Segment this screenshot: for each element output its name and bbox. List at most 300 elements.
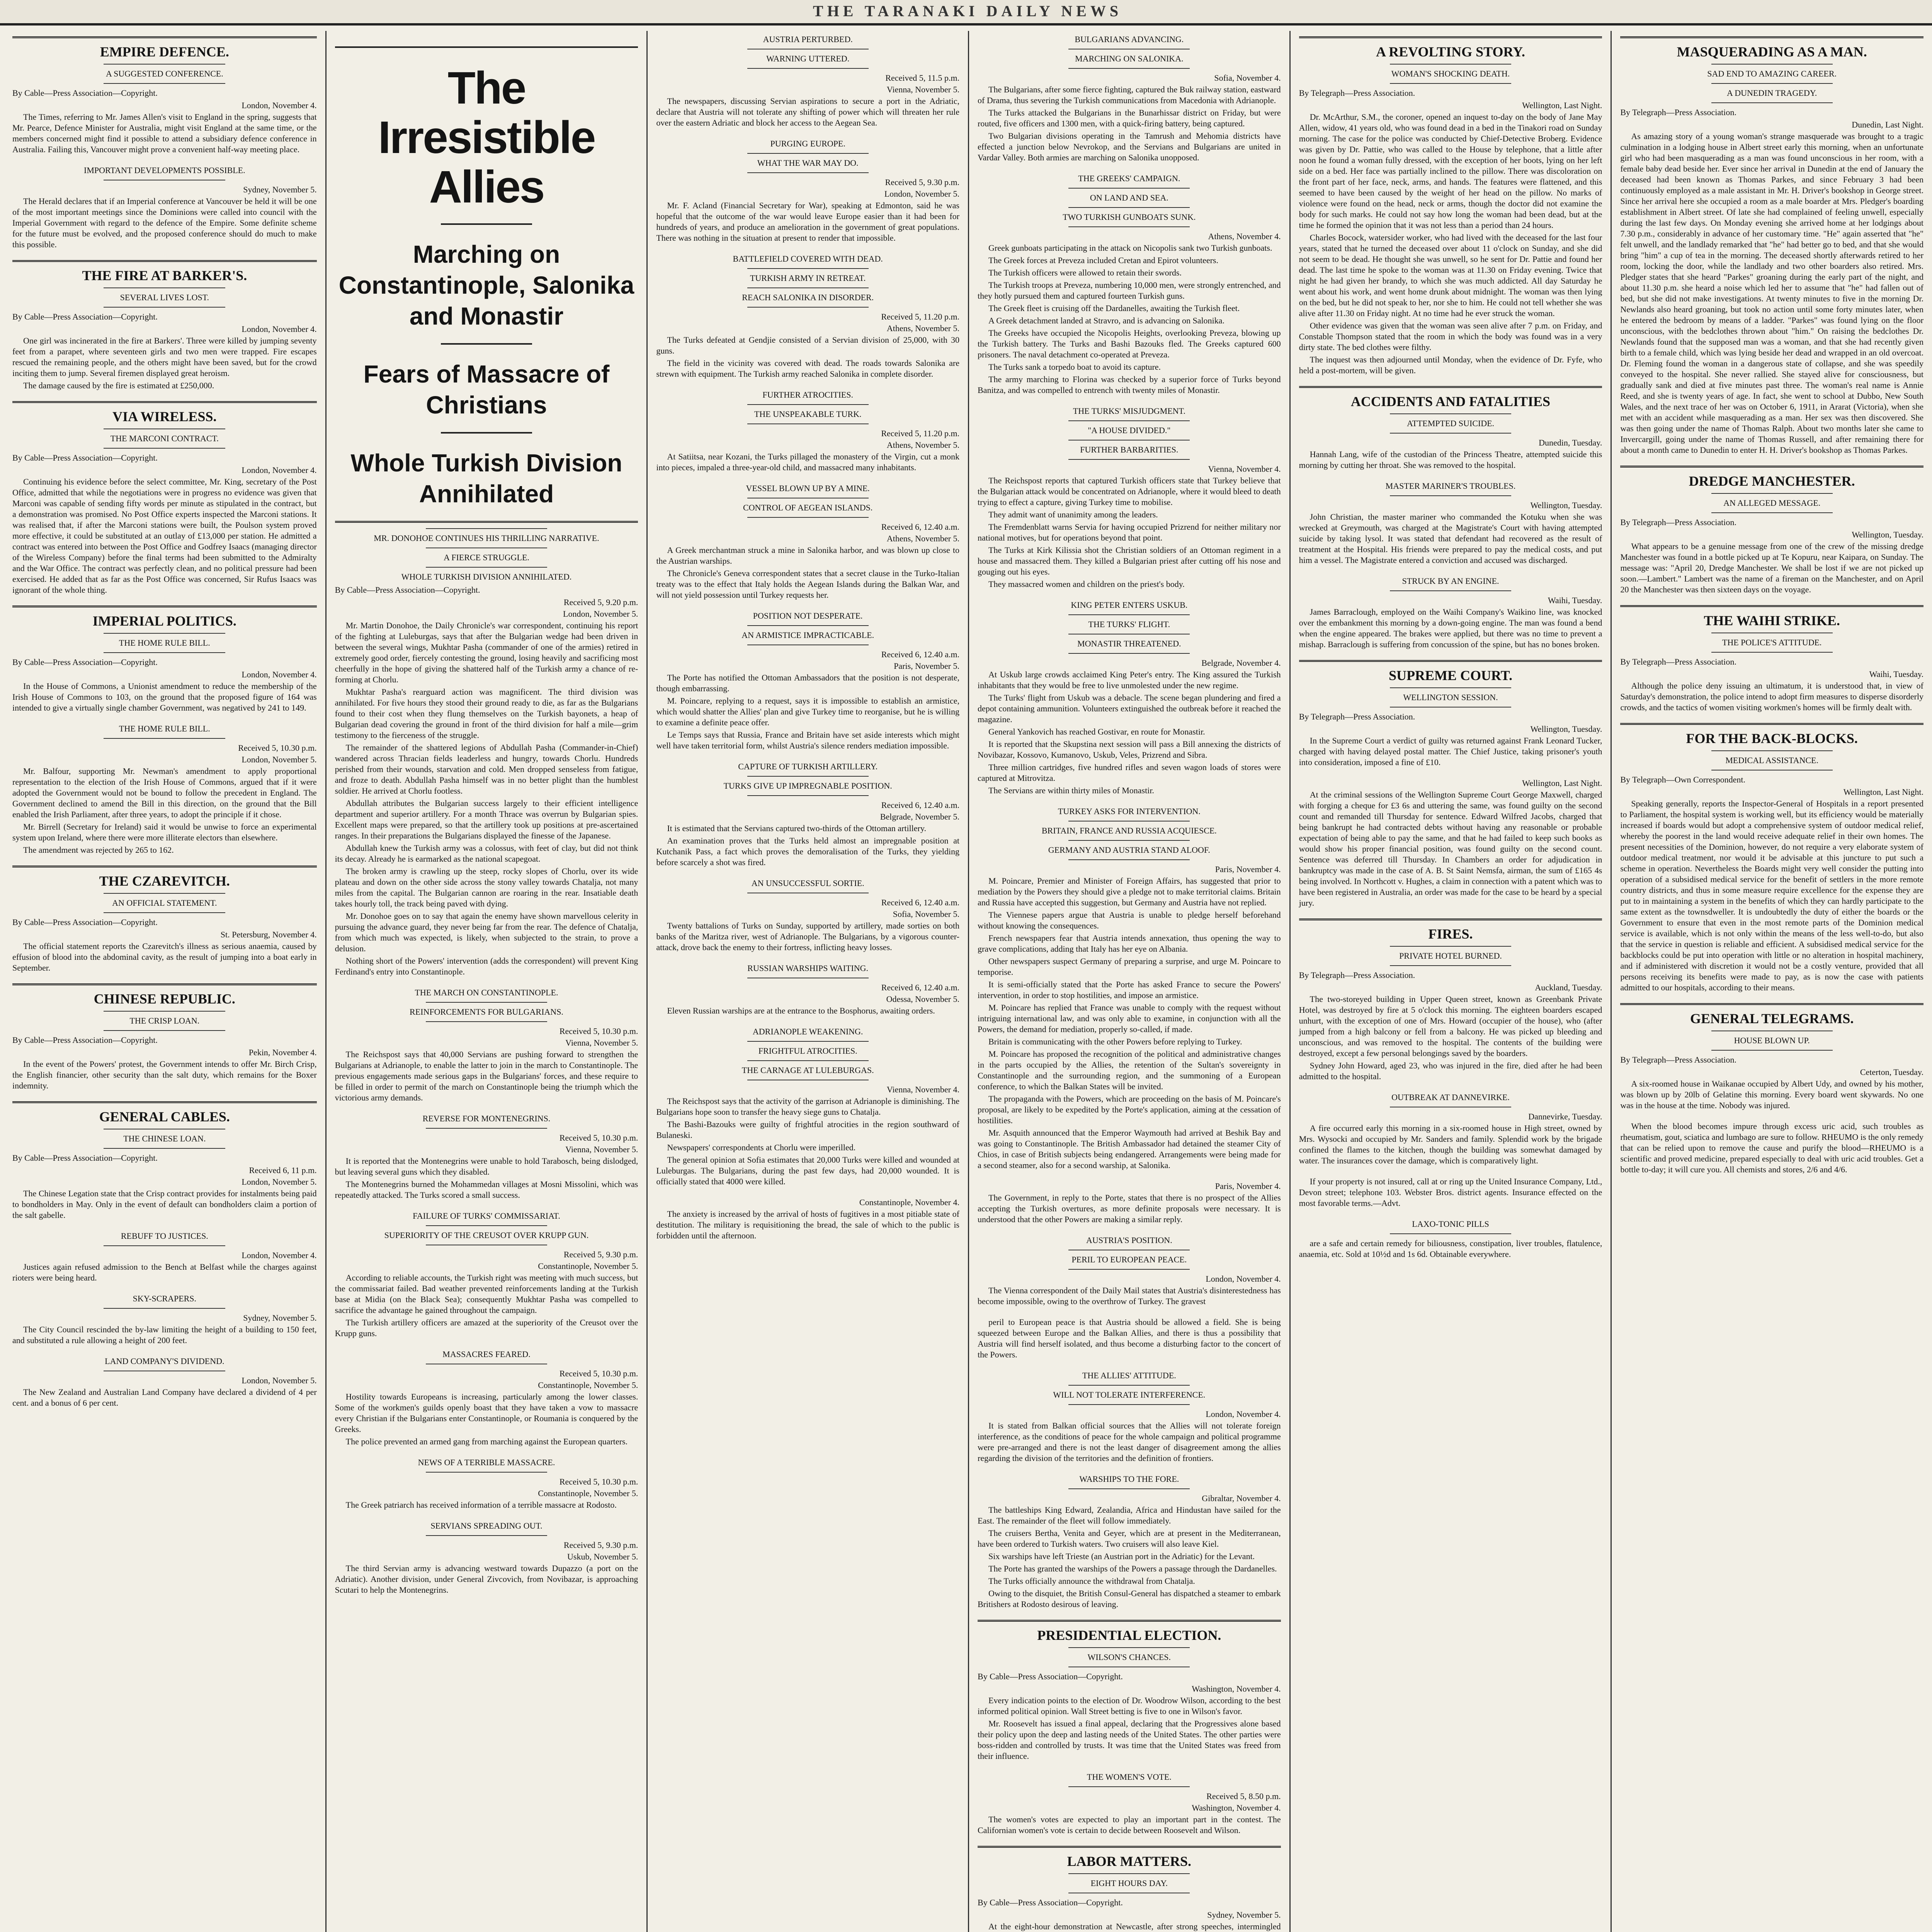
divider bbox=[747, 795, 869, 796]
divider bbox=[1068, 1786, 1190, 1787]
newspaper-page bbox=[4, 31, 1932, 1932]
story-paragraph: The Viennese papers argue that Austria is unable to pledge herself beforehand without knowing the consequences. bbox=[978, 910, 1281, 930]
story-subheading: THE CHINESE LOAN. bbox=[123, 1134, 206, 1143]
divider bbox=[104, 64, 225, 65]
news-story bbox=[1620, 723, 1923, 993]
byline: By Cable—Press Association—Copyright. bbox=[12, 917, 158, 927]
news-story bbox=[12, 866, 317, 973]
story-subheading: THE ALLIES' ATTITUDE. bbox=[1082, 1371, 1176, 1380]
story-subheading: REVERSE FOR MONTENEGRINS. bbox=[422, 1114, 551, 1123]
dateline: Athens, November 5. bbox=[886, 534, 959, 543]
story-subheading: THE MARCH ON CONSTANTINOPLE. bbox=[415, 988, 558, 997]
received-time: Received 6, 12.40 a.m. bbox=[881, 800, 959, 810]
story-subheading: THE HOME RULE BILL. bbox=[119, 724, 210, 733]
story-paragraph: They massacred women and children on the priest's body. bbox=[988, 579, 1185, 589]
divider bbox=[747, 423, 869, 424]
divider bbox=[1390, 495, 1511, 496]
story-paragraph: The amendment was rejected by 265 to 162. bbox=[23, 845, 174, 855]
received-time: Received 5, 9.30 p.m. bbox=[885, 177, 959, 187]
story-heading: THE CZAREVITCH. bbox=[99, 873, 230, 889]
divider bbox=[747, 68, 869, 69]
story-heading: GENERAL TELEGRAMS. bbox=[1690, 1011, 1854, 1026]
story-subheading: ON LAND AND SEA. bbox=[1090, 193, 1168, 202]
news-story bbox=[1620, 1121, 1923, 1175]
story-paragraph: are a safe and certain remedy for biliousness, constipation, liver troubles, flatulence, anaemia, etc. Sold at 10½d and 1s 6d. Obtainable everywhere. bbox=[1299, 1238, 1602, 1259]
dateline: Sofia, November 4. bbox=[1214, 73, 1281, 83]
news-story bbox=[12, 1231, 317, 1283]
dateline: Constantinople, November 5. bbox=[538, 1261, 638, 1271]
divider bbox=[1711, 493, 1833, 494]
story-heading: VIA WIRELESS. bbox=[112, 409, 217, 424]
story-subheading: SUPERIORITY OF THE CREUSOT OVER KRUPP GUN. bbox=[384, 1230, 589, 1240]
story-subheading: STRUCK BY AN ENGINE. bbox=[1402, 576, 1499, 586]
story-subheading: PERIL TO EUROPEAN PEACE. bbox=[1071, 1255, 1187, 1264]
story-paragraph: It is semi-officially stated that the Porte has asked France to secure the Powers' intervention, in order to stop hostilities, and impose an armistice. bbox=[978, 980, 1281, 1000]
news-story bbox=[656, 611, 959, 751]
story-subheading: OUTBREAK AT DANNEVIRKE. bbox=[1391, 1092, 1510, 1102]
byline: By Cable—Press Association—Copyright. bbox=[978, 1672, 1123, 1681]
story-paragraph: At the eight-hour demonstration at Newcastle, after strong speeches, intermingled bbox=[988, 1922, 1281, 1931]
news-story bbox=[12, 260, 317, 391]
story-heading: FOR THE BACK-BLOCKS. bbox=[1686, 731, 1858, 746]
story-subheading: POSITION NOT DESPERATE. bbox=[753, 611, 863, 621]
byline: By Telegraph—Press Association. bbox=[1299, 88, 1415, 98]
story-subheading: THE CARNAGE AT LULEBURGAS. bbox=[742, 1065, 874, 1075]
divider bbox=[747, 404, 869, 405]
divider bbox=[426, 1225, 547, 1226]
story-paragraph: It is reported that the Montenegrins were unable to hold Tarabosch, being dislodged, but leaving several guns which they disabled. bbox=[335, 1156, 638, 1177]
story-paragraph: They admit want of unanimity among the leaders. bbox=[988, 510, 1158, 519]
divider bbox=[104, 1245, 225, 1246]
story-subheading: GERMANY AND AUSTRIA STAND ALOOF. bbox=[1048, 845, 1210, 855]
news-story bbox=[12, 1356, 317, 1408]
news-story bbox=[1299, 481, 1602, 566]
story-paragraph: Twenty battalions of Turks on Sunday, supported by artillery, made sorties on both banks of the Maritza river, west of Adrianople. The Bulgarians, by a vigorous counter-attack, drove back the enemy to their fortress, inflicting heavy losses. bbox=[656, 921, 959, 952]
section-rule bbox=[12, 401, 317, 403]
story-paragraph: When the blood becomes impure through excess uric acid, such troubles as rheumatism, gout, sciatica and lumbago are sure to follow. RHEUMO is the only remedy that can be relied upon to remove the cause and purify the blood—RHEUMO is a scientific and proved medicine, prepared especially to deal with uric acid troubles. Get a bottle to-day; it will cure you. All chemists and stores, 2/6 and 4/6. bbox=[1620, 1121, 1923, 1174]
story-paragraph: The Turkish troops at Preveza, numbering 10,000 men, were strongly entrenched, and they hotly pursued them and captured fourteen Turkish guns. bbox=[978, 280, 1281, 301]
divider bbox=[104, 307, 225, 308]
story-heading: MASQUERADING AS A MAN. bbox=[1677, 44, 1867, 60]
story-paragraph: A six-roomed house in Waikanae occupied by Albert Udy, and owned by his mother, was blown up by 20lb of Gelatine this morning. Every board went skywards. No one was in the house at the time. Nobody was injured. bbox=[1620, 1079, 1923, 1110]
dateline: London, November 4. bbox=[242, 100, 317, 110]
story-heading: EMPIRE DEFENCE. bbox=[100, 44, 229, 60]
section-rule bbox=[1299, 660, 1602, 662]
news-story bbox=[656, 253, 959, 379]
story-paragraph: Britain is communicating with the other Powers before replying to Turkey. bbox=[988, 1037, 1242, 1046]
divider bbox=[747, 268, 869, 269]
section-rule bbox=[1620, 1003, 1923, 1005]
story-subheading: MASTER MARINER'S TROUBLES. bbox=[1385, 481, 1516, 491]
byline: By Telegraph—Press Association. bbox=[1299, 970, 1415, 980]
story-paragraph: Le Temps says that Russia, France and Britain have set aside interests which might well have taken territorial form, whilst Austria's silence renders mediation impossible. bbox=[656, 730, 959, 750]
story-heading: THE WAIHI STRIKE. bbox=[1704, 613, 1840, 628]
dateline: Odessa, November 5. bbox=[886, 994, 959, 1004]
news-story bbox=[978, 1846, 1281, 1932]
story-paragraph: The Herald declares that if an Imperial conference at Vancouver be held it will be one of the most important meetings since the Dominions were called into council with the Imperial Government with regard to the defence of the Empire. Some definite scheme for the future must be evolved, and the proposed conference should do much to make this possible. bbox=[12, 196, 317, 249]
main-headline: The Irresistible Allies bbox=[378, 63, 595, 213]
section-rule bbox=[12, 36, 317, 38]
story-subheading: THE WOMEN'S VOTE. bbox=[1087, 1772, 1172, 1782]
dateline: Waihi, Tuesday. bbox=[1548, 595, 1602, 605]
story-paragraph: The Times, referring to Mr. James Allen's visit to England in the spring, suggests that Mr. Pearce, Defence Minister for Australia, might visit England at the same time, or the members concerned might find it possible to attend a subsidiary defence conference in Australia. Failing this, Vancouver might prove a convenient half-way meeting place. bbox=[12, 112, 317, 154]
dateline: Waihi, Tuesday. bbox=[1869, 669, 1923, 679]
dateline: Athens, November 5. bbox=[886, 323, 959, 333]
section-rule bbox=[1299, 386, 1602, 388]
news-story bbox=[335, 1457, 638, 1510]
story-paragraph: The Greek forces at Preveza included Cretan and Epirot volunteers. bbox=[988, 255, 1218, 265]
byline: By Cable—Press Association—Copyright. bbox=[335, 585, 480, 595]
divider bbox=[1068, 840, 1190, 841]
story-subheading: AN OFFICIAL STATEMENT. bbox=[112, 898, 217, 908]
news-story bbox=[978, 1317, 1281, 1360]
story-subheading: THE CRISP LOAN. bbox=[129, 1016, 200, 1026]
divider bbox=[104, 1308, 225, 1309]
dateline: Sofia, November 5. bbox=[893, 909, 959, 919]
divider bbox=[1068, 459, 1190, 460]
story-paragraph: The anxiety is increased by the arrival of hosts of fugitives in a most pitiable state of destitution. The military is requisitioning the bread, the sale of which to the public is forbidden until the afternoon. bbox=[656, 1209, 959, 1240]
divider bbox=[1711, 83, 1833, 84]
divider bbox=[104, 738, 225, 739]
story-paragraph: Dr. McArthur, S.M., the coroner, opened an inquest to-day on the body of Jane May Allen, widow, 41 years old, who was found dead in a bed in the Tinakori road on Sunday morning. The case for the police was conducted by Chief-Detective Broberg. Evidence was given by Dr. Pattie, who was called to the House by telephone, that a little after noon he found a woman fully dressed, with the exception of her boots, lying on her left side on a bed. Her face was partially inclined to the pillow. There was discoloration on the front part of her face, neck, arms, and hands. The features were flattened, and this seemed to have been caused by the weight of her head on the pillow. No marks of violence were found on the head, neck or arms, though the doctor did not examine the body for such marks. He could not say how long the woman had been dead, but at the time he formed the opinion that it was not less than a period than 24 hours. bbox=[1299, 112, 1602, 230]
story-paragraph: The Bulgarians, after some fierce fighting, captured the Buk railway station, eastward of Drama, thus severing the Turkish communications from Macedonia with Adrianople. bbox=[978, 85, 1281, 105]
section-rule bbox=[12, 1101, 317, 1103]
divider bbox=[1068, 1404, 1190, 1405]
story-paragraph: The Turkish officers were allowed to retain their swords. bbox=[988, 268, 1182, 277]
dateline: Vienna, November 5. bbox=[886, 85, 959, 94]
story-paragraph: The Turks at Kirk Kilissia shot the Christian soldiers of an Ottoman regiment in a house and massacred them. They killed a Bulgarian priest after cutting off his nose and gouging out his eyes. bbox=[978, 545, 1281, 577]
column-5 bbox=[1289, 31, 1611, 1932]
story-subheading: CAPTURE OF TURKISH ARTILLERY. bbox=[738, 762, 878, 771]
news-story bbox=[1299, 660, 1602, 768]
story-subheading: CONTROL OF AEGEAN ISLANDS. bbox=[743, 503, 873, 512]
story-paragraph: French newspapers fear that Austria intends annexation, thus opening the way to grave complications, adding that Italy has her eye on Albania. bbox=[978, 933, 1281, 954]
story-paragraph: The City Council rescinded the by-law limiting the height of a building to 150 feet, and substituted a rule allowing a height of 200 feet. bbox=[12, 1325, 317, 1345]
story-paragraph: The Reichspost says that the activity of the garrison at Adrianople is diminishing. The Bulgarians hope soon to transfer the heavy siege guns to Chatalja. bbox=[656, 1096, 959, 1117]
story-subheading: WOMAN'S SHOCKING DEATH. bbox=[1391, 69, 1510, 78]
story-paragraph: The Reichspost says that 40,000 Servians are pushing forward to strengthen the Bulgarians at Adrianople, to enable the latter to join in the march to Constantinople. The previous engagements made serious gaps in the Bulgarians' forces, and these require to be filled in order to permit of the march on Constantinople being the triumph which the victorious army demands. bbox=[335, 1049, 638, 1102]
divider bbox=[747, 517, 869, 518]
story-subheading: AUSTRIA PERTURBED. bbox=[763, 34, 853, 44]
dateline: Dunedin, Last Night. bbox=[1852, 120, 1923, 129]
news-story bbox=[978, 406, 1281, 590]
story-paragraph: The New Zealand and Australian Land Company have declared a dividend of 4 per cent. and a bonus of 6 per cent. bbox=[12, 1387, 317, 1408]
story-subheading: EIGHT HOURS DAY. bbox=[1090, 1878, 1168, 1888]
news-story bbox=[335, 987, 638, 1103]
news-story bbox=[12, 1293, 317, 1346]
story-paragraph: Abdullah knew the Turkish army was a colossus, with feet of clay, but did not think its decay. Already he is earmarked as the national scapegoat. bbox=[335, 843, 638, 864]
divider bbox=[1711, 512, 1833, 513]
story-heading: LABOR MATTERS. bbox=[1067, 1854, 1192, 1869]
divider bbox=[1711, 102, 1833, 103]
dateline: Wellington, Tuesday. bbox=[1852, 530, 1923, 539]
story-subheading: KING PETER ENTERS USKUB. bbox=[1071, 600, 1188, 610]
story-subheading: MARCHING ON SALONIKA. bbox=[1075, 54, 1184, 63]
story-subheading: THE MARCONI CONTRACT. bbox=[110, 434, 219, 443]
story-paragraph: The Greek fleet is cruising off the Dardanelles, awaiting the Turkish fleet. bbox=[988, 303, 1240, 313]
story-paragraph: At Satiitsa, near Kozani, the Turks pillaged the monastery of the Virgin, cut a monk into pieces, impaled a three-year-old child, and massacred many inhabitants. bbox=[656, 452, 959, 472]
story-paragraph: Every indication points to the election of Dr. Woodrow Wilson, according to the best informed political opinion. Wall Street betting is five to one in Wilson's favor. bbox=[978, 1696, 1281, 1716]
story-paragraph: The Porte has granted the warships of the Powers a passage through the Dardanelles. bbox=[988, 1564, 1277, 1573]
dateline: Vienna, November 4. bbox=[1208, 464, 1281, 474]
story-paragraph: Other newspapers suspect Germany of preparing a surprise, and urge M. Poincare to temporise. bbox=[978, 956, 1281, 977]
story-subheading: WHAT THE WAR MAY DO. bbox=[757, 158, 859, 168]
story-paragraph: Owing to the disquiet, the British Consul-General has dispatched a steamer to embark Britishers at Rodosto desirous of leaving. bbox=[978, 1588, 1281, 1609]
story-paragraph: The Turks sank a torpedo boat to avoid its capture. bbox=[988, 362, 1161, 372]
received-time: Received 6, 12.40 a.m. bbox=[881, 898, 959, 907]
story-paragraph: Mr. Birrell (Secretary for Ireland) said it would be unwise to force an experimental system upon Ireland, where there were more illiterate electors than elsewhere. bbox=[12, 822, 317, 842]
story-subheading: PRIVATE HOTEL BURNED. bbox=[1399, 951, 1502, 961]
news-story bbox=[656, 1026, 959, 1187]
dateline: London, November 5. bbox=[563, 609, 638, 619]
news-story bbox=[1620, 36, 1923, 456]
section-rule bbox=[1620, 466, 1923, 468]
story-paragraph: The Government, in reply to the Porte, states that there is no prospect of the Allies accepting the Turkish overtures, as more definite proposals were necessary. It is understood that the other Powers are making a similar reply. bbox=[978, 1193, 1281, 1224]
story-paragraph: Mr. Donohoe goes on to say that again the enemy have shown marvellous celerity in pursuing the advance guard, they never being far from the rear. The defence of Chatalja, from which much was expected, is likely, when subjected to the strain, to prove a delusion. bbox=[335, 911, 638, 953]
story-paragraph: Six warships have left Trieste (an Austrian port in the Adriatic) for the Levant. bbox=[988, 1551, 1255, 1561]
divider bbox=[441, 432, 532, 434]
divider bbox=[426, 567, 547, 568]
story-paragraph: Greek gunboats participating in the attack on Nicopolis sank two Turkish gunboats. bbox=[988, 243, 1272, 253]
story-paragraph: The Greeks have occupied the Nicopolis Heights, overlooking Preveza, blowing up the Turkish battery. The Turks and Bashi Bazouks fled. The Greeks captured 600 prisoners. The naval detachment co-operated at Preveza. bbox=[978, 328, 1281, 359]
story-heading: DREDGE MANCHESTER. bbox=[1689, 473, 1855, 489]
divider bbox=[104, 1030, 225, 1031]
story-subheading: IMPORTANT DEVELOPMENTS POSSIBLE. bbox=[84, 165, 245, 175]
story-heading: FIRES. bbox=[1428, 926, 1473, 942]
story-paragraph: Justices again refused admission to the Bench at Belfast while the charges against rioters were being heard. bbox=[12, 1262, 317, 1282]
received-time: Received 5, 9.30 p.m. bbox=[563, 1540, 638, 1550]
divider bbox=[1068, 188, 1190, 189]
received-time: Received 5, 11.20 p.m. bbox=[881, 312, 959, 321]
story-subheading: ADRIANOPLE WEAKENING. bbox=[752, 1027, 863, 1036]
divider bbox=[1711, 652, 1833, 653]
dateline: Washington, November 4. bbox=[1192, 1684, 1281, 1694]
section-rule bbox=[12, 866, 317, 867]
section-rule bbox=[978, 1846, 1281, 1848]
story-paragraph: At Uskub large crowds acclaimed King Peter's entry. The King assured the Turkish inhabitants that they would be free to live unmolested under the new regime. bbox=[978, 670, 1281, 690]
story-subheading: ATTEMPTED SUICIDE. bbox=[1406, 418, 1495, 428]
story-paragraph: Mukhtar Pasha's rearguard action was magnificent. The third division was annihilated. For five hours they stood their ground ready to die, as far as the Bulgarians found to their cost when they flung themselves on the Turkish bayonets, a heap of Bulgarian dead covering the ground in front of the third division for half a mile—grim testimony to the fierceness of the struggle. bbox=[335, 687, 638, 740]
story-paragraph: peril to European peace is that Austria should be allowed a field. She is being squeezed between Europe and the Balkan Allies, and there is thus a possibility that Austria will find herself isolated, and thus become a disturbing factor to the concert of the Powers. bbox=[978, 1317, 1281, 1359]
story-subheading: BATTLEFIELD COVERED WITH DEAD. bbox=[733, 254, 883, 264]
received-time: Received 5, 10.30 p.m. bbox=[238, 743, 317, 753]
story-paragraph: The Bashi-Bazouks were guilty of frightful atrocities in the region southward of Bulaneski. bbox=[656, 1119, 959, 1140]
story-paragraph: The field in the vicinity was covered with dead. The roads towards Salonika are strewn with equipment. The Turkish army reached Salonika in complete disorder. bbox=[656, 358, 959, 379]
section-rule bbox=[1620, 36, 1923, 38]
divider bbox=[1711, 64, 1833, 65]
news-story bbox=[978, 1181, 1281, 1225]
divider bbox=[104, 448, 225, 449]
news-story bbox=[978, 600, 1281, 796]
headline-deck-1: Marching on Constantinople, Salonika and Monastir bbox=[338, 240, 634, 330]
story-paragraph: The third Servian army is advancing westward towards Dupazzo (a port on the Adriatic). Another division, under General Zivcovich, from Novibazar, is approaching Scutari to help the Montenegrins. bbox=[335, 1563, 638, 1595]
byline: By Cable—Press Association—Copyright. bbox=[978, 1898, 1123, 1907]
news-story bbox=[335, 1211, 638, 1339]
dateline: London, November 5. bbox=[242, 755, 317, 764]
story-paragraph: Nothing short of the Powers' intervention (adds the correspondent) will prevent King Ferdinand's entry into Constantinople. bbox=[335, 956, 638, 976]
story-heading: SUPREME COURT. bbox=[1388, 668, 1513, 683]
news-story bbox=[12, 723, 317, 855]
divider bbox=[747, 625, 869, 626]
news-story bbox=[978, 1370, 1281, 1464]
news-story bbox=[12, 1101, 317, 1221]
story-paragraph: The two-storeyed building in Upper Queen street, known as Greenbank Private Hotel, was destroyed by fire at 5 o'clock this morning. The eighteen boarders escaped unhurt, with the exception of one of Mrs. Howard (occupier of the house), who (after jumped from a high balcony or fell from a balcony. He was picked up bleeding and unconscious, and was removed to the hospital. The contents of the building were destroyed, except a few personal belongings saved by the boarders. bbox=[1299, 994, 1602, 1058]
received-time: Received 5, 8.50 p.m. bbox=[1206, 1791, 1281, 1801]
divider bbox=[1711, 750, 1833, 751]
received-time: Received 6, 12.40 a.m. bbox=[881, 650, 959, 659]
story-subheading: AN UNSUCCESSFUL SORTIE. bbox=[751, 878, 864, 888]
dateline: London, November 4. bbox=[242, 670, 317, 679]
divider bbox=[426, 1535, 547, 1536]
column-4 bbox=[968, 31, 1289, 1932]
dateline: London, November 5. bbox=[242, 1177, 317, 1187]
story-subheading: TURKEY ASKS FOR INTERVENTION. bbox=[1058, 806, 1201, 816]
story-paragraph: John Christian, the master mariner who commanded the Kotuku when she was wrecked at Greymouth, was charged at the Magistrate's Court with having attempted suicide by taking lysol. It was stated that defendant had recovered as the result of treatment at the Hospital. His friends were prepared to pay the medical costs, and put him a vessel. The Magistrate entered a conviction and accused was discharged. bbox=[1299, 512, 1602, 565]
dateline: Wellington, Tuesday. bbox=[1530, 500, 1602, 510]
story-heading: GENERAL CABLES. bbox=[99, 1109, 230, 1124]
column-1 bbox=[4, 31, 325, 1932]
story-paragraph: The battleships King Edward, Zealandia, Africa and Hindustan have sailed for the East. The remainder of the fleet will follow immediately. bbox=[978, 1505, 1281, 1526]
divider bbox=[1068, 614, 1190, 615]
story-subheading: LAND COMPANY'S DIVIDEND. bbox=[105, 1356, 224, 1366]
story-paragraph: The Turkish artillery officers are amazed at the superiority of the Creusot over the Krupp guns. bbox=[335, 1318, 638, 1338]
divider bbox=[1390, 687, 1511, 688]
dateline: London, November 5. bbox=[884, 189, 959, 199]
story-subheading: WELLINGTON SESSION. bbox=[1403, 692, 1498, 702]
news-story bbox=[1299, 386, 1602, 471]
dateline: Vienna, November 4. bbox=[886, 1085, 959, 1094]
story-subheading: WHOLE TURKISH DIVISION ANNIHILATED. bbox=[401, 572, 572, 582]
dateline: London, November 4. bbox=[242, 324, 317, 334]
story-paragraph: An examination proves that the Turks held almost an impregnable position at Kutchanik Pass, a fact which proves the demoralisation of the Turks, they yielding before scarcely a shot was fired. bbox=[656, 836, 959, 867]
received-time: Received 5, 10.30 p.m. bbox=[559, 1477, 638, 1486]
story-paragraph: Other evidence was given that the woman was seen alive after 7 p.m. on Friday, and Constable Thompson stated that the room in which the body was found was in a very dirty state. The bed clothes were filthy. bbox=[1299, 321, 1602, 352]
divider bbox=[747, 1041, 869, 1042]
byline: By Cable—Press Association—Copyright. bbox=[12, 453, 158, 463]
news-story bbox=[12, 36, 317, 155]
story-paragraph: The Chinese Legation state that the Crisp contract provides for instalments being paid to bondholders in May. Only in the event of default can bondholders claim a portion of the salt gabelle. bbox=[12, 1189, 317, 1220]
story-subheading: TWO TURKISH GUNBOATS SUNK. bbox=[1063, 212, 1196, 222]
divider bbox=[1068, 420, 1190, 421]
received-time: Received 6, 11 p.m. bbox=[249, 1165, 317, 1175]
story-paragraph: The general opinion at Sofia estimates that 20,000 Turks were killed and wounded at Luleburgas. The Bulgarians, during the past few days, had 20,000 wounded. It is officially stated that 4000 were killed. bbox=[656, 1155, 959, 1186]
story-heading: ACCIDENTS AND FATALITIES bbox=[1350, 394, 1551, 409]
headline-rule bbox=[335, 46, 638, 48]
byline: By Telegraph—Press Association. bbox=[1620, 657, 1736, 667]
dateline: St. Petersburg, November 4. bbox=[220, 930, 317, 939]
story-paragraph: M. Poincare, Premier and Minister of Foreign Affairs, has suggested that prior to mediation by the Powers they should give a pledge not to make territorial claims. Britain and Russia have accepted this suggestion, but Germany and Austria have not replied. bbox=[978, 876, 1281, 907]
news-story bbox=[1299, 1176, 1602, 1209]
story-subheading: REBUFF TO JUSTICES. bbox=[121, 1231, 208, 1241]
story-paragraph: What appears to be a genuine message from one of the crew of the missing dredge Manchester was found in a bottle picked up at Te Kopuru, near Kaipara, on Sunday. The message was: "April 20, Dredge Manchester. We shall be lost if we are not picked up soon.—Lambert." Lambert was the name of a fireman on the Manchester, and on April 20 the Manchester was then sixteen days on the voyage. bbox=[1620, 541, 1923, 594]
dateline: Wellington, Last Night. bbox=[1843, 787, 1923, 797]
story-paragraph: The police prevented an armed gang from marching against the European quarters. bbox=[345, 1437, 628, 1446]
section-rule bbox=[1620, 723, 1923, 725]
divider bbox=[104, 633, 225, 634]
divider bbox=[1390, 1233, 1511, 1234]
story-paragraph: The damage caused by the fire is estimated at £250,000. bbox=[23, 381, 214, 390]
news-story bbox=[978, 1772, 1281, 1836]
story-subheading: THE UNSPEAKABLE TURK. bbox=[754, 409, 862, 419]
dateline: Wellington, Last Night. bbox=[1522, 100, 1602, 110]
story-subheading: MASSACRES FEARED. bbox=[442, 1349, 531, 1359]
story-paragraph: The Chronicle's Geneva correspondent states that a secret clause in the Turko-Italian treaty was to the effect that Italy holds the Aegean Islands during the Balkan War, and will not yield possession until Turkey requests her. bbox=[656, 568, 959, 600]
story-subheading: FURTHER ATROCITIES. bbox=[762, 390, 853, 400]
story-subheading: TURKS GIVE UP IMPREGNABLE POSITION. bbox=[723, 781, 892, 791]
story-paragraph: The Vienna correspondent of the Daily Mail states that Austria's disinterestedness has become impossible, owing to the overthrow of Turkey. The gravest bbox=[978, 1286, 1281, 1306]
story-paragraph: The official statement reports the Czarevitch's illness as serious anaemia, caused by effusion of blood into the abdominal cavity, as the result of jumping into a boat early in September. bbox=[12, 941, 317, 973]
received-time: Received 5, 9.30 p.m. bbox=[563, 1250, 638, 1259]
divider bbox=[104, 912, 225, 913]
story-paragraph: Sydney John Howard, aged 23, who was injured in the fire, died after he had been admitted to the hospital. bbox=[1299, 1061, 1602, 1081]
story-paragraph: The Turks attacked the Bulgarians in the Bunarhissar district on Friday, but were routed, five officers and 1300 men, with a quick-firing battery, being captured. bbox=[978, 108, 1281, 128]
story-paragraph: Mr. Asquith announced that the Emperor Waymouth had arrived at Beshik Bay and was going to Constantinople. The British Ambassador had detained the steamer City of Chios, in case of British subjects being endangered. Arrangements were being made for a second steamer, also for a second warship, at Salonika. bbox=[978, 1128, 1281, 1170]
news-story bbox=[656, 389, 959, 473]
story-subheading: FURTHER BARBARITIES. bbox=[1080, 445, 1179, 454]
divider bbox=[747, 1060, 869, 1061]
story-paragraph: M. Poincare has replied that France was unable to comply with the request without intriguing international law, and was only able to examine, in conjunction with all the Powers, the demand for mediation, properly so-called, if made. bbox=[978, 1003, 1281, 1034]
story-paragraph: Mr. F. Acland (Financial Secretary for War), speaking at Edmonton, said he was hopeful that the outcome of the war would leave Europe easier than it had been for hundreds of years, and produce an amelioration in the government of great populations. There was nothing in the situation at present to render that impossible. bbox=[656, 201, 959, 243]
dateline: Dannevirke, Tuesday. bbox=[1528, 1112, 1602, 1121]
received-time: Received 5, 11.5 p.m. bbox=[885, 73, 959, 83]
story-subheading: TURKISH ARMY IN RETREAT. bbox=[750, 273, 866, 283]
dateline: Sydney, November 5. bbox=[243, 1313, 317, 1323]
dateline: Auckland, Tuesday. bbox=[1535, 983, 1602, 992]
news-story bbox=[656, 1197, 959, 1241]
news-story bbox=[1299, 1219, 1602, 1260]
dateline: Wellington, Tuesday. bbox=[1530, 724, 1602, 734]
byline: By Telegraph—Press Association. bbox=[1620, 517, 1736, 527]
received-time: Received 5, 10.30 p.m. bbox=[559, 1026, 638, 1036]
byline: By Cable—Press Association—Copyright. bbox=[12, 312, 158, 321]
story-paragraph: The Reichspost reports that captured Turkish officers state that Turkey believe that the Bulgarian attack would be concentrated on Adrianople, where it would bleed to death trying to effect a capture, giving Turkey time to mobilise. bbox=[978, 476, 1281, 507]
story-paragraph: A Greek detachment landed at Stravro, and is advancing on Salonika. bbox=[988, 316, 1225, 325]
story-paragraph: A fire occurred early this morning in a six-roomed house in High street, owned by Mrs. Wysocki and occupied by Mr. Sanders and family. Splendid work by the brigade confined the flames to the kitchen, though the building was somewhat damaged by water. The insurances cover the damage, which is comparatively light. bbox=[1299, 1123, 1602, 1165]
story-subheading: AN ARMISTICE IMPRACTICABLE. bbox=[742, 630, 874, 640]
story-subheading: PURGING EUROPE. bbox=[770, 139, 845, 148]
dateline: Dunedin, Tuesday. bbox=[1539, 438, 1602, 447]
story-subheading: BRITAIN, FRANCE AND RUSSIA ACQUIESCE. bbox=[1041, 826, 1217, 835]
story-paragraph: It is reported that the Skupstina next session will pass a Bill annexing the districts of Novibazar, Kossovo, Kumanovo, Uskub, Veles, Prizrend and Sibra. bbox=[978, 739, 1281, 760]
divider bbox=[104, 1148, 225, 1149]
dateline: London, November 4. bbox=[242, 1250, 317, 1260]
news-story bbox=[656, 963, 959, 1016]
byline: By Telegraph—Press Association. bbox=[1620, 1055, 1736, 1065]
story-paragraph: The Porte has notified the Ottoman Ambassadors that the position is not desperate, though embarrassing. bbox=[656, 673, 959, 693]
news-story bbox=[12, 165, 317, 250]
divider bbox=[426, 528, 547, 529]
divider bbox=[426, 1472, 547, 1473]
divider bbox=[1068, 207, 1190, 208]
story-paragraph: Mr. Martin Donohoe, the Daily Chronicle's war correspondent, continuing his report of the fighting at Luleburgas, says that after the Bulgarian wedge had been driven in between the several wings, Mukhtar Pasha (commander of one of the armies) retired in extremely good order, fiercely contesting the ground, losing heavily and sacrificing most cheerfully in the hope of giving the shattered half of the Turkish army a chance of re-forming at Chorlu. bbox=[335, 621, 638, 684]
dateline: Athens, November 5. bbox=[886, 440, 959, 450]
byline: By Telegraph—Own Correspondent. bbox=[1620, 775, 1746, 784]
divider bbox=[1068, 68, 1190, 69]
story-paragraph: The Greek patriarch has received information of a terrible massacre at Rodosto. bbox=[345, 1500, 617, 1510]
news-story bbox=[335, 1349, 638, 1447]
story-subheading: HOUSE BLOWN UP. bbox=[1734, 1036, 1810, 1045]
story-paragraph: The army marching to Florina was checked by a superior force of Turks beyond Banitza, and was compelled to entrench with twenty miles of Monastir. bbox=[978, 374, 1281, 395]
divider bbox=[441, 223, 532, 225]
story-paragraph: M. Poincare has proposed the recognition of the political and administrative changes in the parts occupied by the Allies, the retention of the Sultan's sovereignty in Constantinople and the surrounding region, and the summoning of a European conference, to which the Balkan States will be invited. bbox=[978, 1049, 1281, 1091]
divider bbox=[1390, 590, 1511, 591]
story-subheading: THE TURKS' FLIGHT. bbox=[1088, 619, 1170, 629]
story-paragraph: Charles Bocock, watersider worker, who had lived with the deceased for the last four years, stated that he turned the deceased over about 11 o'clock on Sunday, and she did not seem to be dead. He thought she was unwell, so he sent for Dr. Pattie and found her dead. The last time he spoke to the woman was at 11.30 on Friday evening. Twice that night he had given her brandy, to which she was much addicted. All day Saturday he went about his work, and went home drunk about midnight. The woman was then lying on the bed, but he did not speak to her, nor she to him. He could not tell whether she was alive after 11.30 on Friday night. At no time had he ever struck the woman. bbox=[1299, 233, 1602, 318]
masthead bbox=[0, 0, 1932, 26]
dateline: London, November 4. bbox=[1206, 1409, 1281, 1419]
news-story bbox=[335, 1520, 638, 1595]
news-story bbox=[978, 1474, 1281, 1610]
